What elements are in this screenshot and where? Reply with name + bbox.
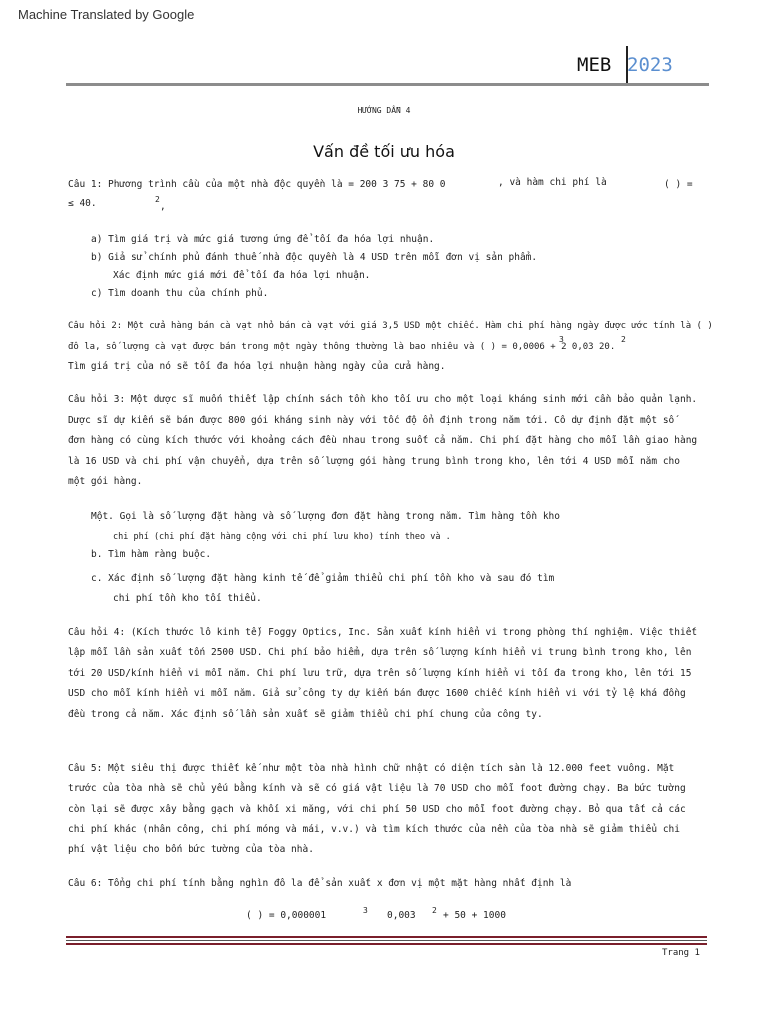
q4-line2: lập mỗi lần sản xuất tốn 2500 USD. Chi phí bảo hiểm, dựa trên số lượng kính hiển vi trung bình trong kho, lên xyxy=(68,647,692,658)
q1-item-b: b) Giả sử chính phủ đánh thuế nhà độc quyền là 4 USD trên mỗi đơn vị sản phẩm. xyxy=(91,252,538,263)
q6-formula-c: + 50 + 1000 xyxy=(443,910,506,921)
q2-line2: đô la, số lượng cà vạt được bán trong một ngày thông thường là bao nhiêu và ( ) = 0,0006 + 2 0,03 20. xyxy=(68,342,616,352)
q4-line1: Câu hỏi 4: (Kích thước lô kinh tế) Foggy Optics, Inc. Sản xuất kính hiển vi trong phòng thí nghiệm. Việc thiết xyxy=(68,627,698,638)
header-rule xyxy=(66,83,709,86)
q3-item-b: b. Tìm hàm ràng buộc. xyxy=(91,549,212,560)
q4-line3: tới 20 USD/kính hiển vi mỗi năm. Chi phí lưu trữ, dựa trên số lượng kính hiển vi tối đa trong kho, lên tới 15 xyxy=(68,668,692,679)
q1-item-a: a) Tìm giá trị và mức giá tương ứng để tối đa hóa lợi nhuận. xyxy=(91,234,435,245)
page-number: Trang 1 xyxy=(662,948,700,958)
q4-line4: USD cho mỗi kính hiển vi mỗi năm. Giả sử công ty dự kiến bán được 1600 chiếc kính hiển vi với tỷ lệ khá đồng xyxy=(68,688,686,699)
q3-item-a-cont: chi phí (chi phí đặt hàng cộng với chi phí lưu kho) tính theo và . xyxy=(113,532,451,542)
q6-sup2: 2 xyxy=(432,906,437,915)
q6-formula-a: ( ) = 0,000001 xyxy=(246,910,327,921)
footer-rule-gray xyxy=(66,940,707,941)
q3-line1: Câu hỏi 3: Một dược sĩ muốn thiết lập chính sách tồn kho tối ưu cho một loại kháng sinh mới cần bảo quản lạnh. xyxy=(68,394,698,405)
guide-label: HƯỚNG DẪN 4 xyxy=(357,106,411,115)
q1-item-c: c) Tìm doanh thu của chính phủ. xyxy=(91,288,269,299)
q1-item-b-cont: Xác định mức giá mới để tối đa hóa lợi nhuận. xyxy=(113,270,371,281)
q2-sup3: 3 xyxy=(559,335,564,344)
q6-line1: Câu 6: Tổng chi phí tính bằng nghìn đô la để sản xuất x đơn vị một mặt hàng nhất định là xyxy=(68,878,572,889)
q3-item-c-cont: chi phí tồn kho tối thiểu. xyxy=(113,593,262,604)
machine-translation-banner: Machine Translated by Google xyxy=(18,7,195,22)
q6-sup3: 3 xyxy=(363,906,368,915)
q6-formula-b: 0,003 xyxy=(387,910,416,921)
q5-line3: còn lại sẽ được xây bằng gạch và khối xi măng, với chi phí 50 USD cho mỗi foot đường chạy. Bỏ qua tất cả các xyxy=(68,804,686,815)
q1-line2: ≤ 40. xyxy=(68,198,97,209)
q2-line3: Tìm giá trị của nó sẽ tối đa hóa lợi nhuận hàng ngày của cửa hàng. xyxy=(68,361,446,372)
q1-line1-cost: , và hàm chi phí là xyxy=(498,177,607,188)
q1-line1: Câu 1: Phương trình cầu của một nhà độc quyền là = 200 3 75 + 80 0 xyxy=(68,179,446,190)
q3-line3: đơn hàng có cùng kích thước với khoảng cách đều nhau trong suốt cả năm. Chi phí đặt hàng cho mỗi lần giao hàng xyxy=(68,435,698,446)
q5-line2: trước của tòa nhà sẽ chủ yếu bằng kính và sẽ có giá vật liệu là 70 USD cho mỗi foot đường chạy. Ba bức tường xyxy=(68,783,686,794)
footer-rule-red xyxy=(66,936,707,938)
q3-item-c: c. Xác định số lượng đặt hàng kinh tế để giảm thiểu chi phí tồn kho và sau đó tìm xyxy=(91,573,555,584)
header-year: 2023 xyxy=(627,54,673,76)
q3-line2: Dược sĩ dự kiến sẽ bán được 800 gói kháng sinh này với tốc độ ổn định trong năm tới. Cô dự định đặt một số xyxy=(68,415,675,426)
q1-sup: 2 xyxy=(155,195,160,204)
q1-comma: , xyxy=(160,201,166,212)
q5-line1: Câu 5: Một siêu thị được thiết kế như một tòa nhà hình chữ nhật có diện tích sàn là 12.000 feet vuông. Mặt xyxy=(68,763,675,774)
q3-item-a: Một. Gọi là số lượng đặt hàng và số lượng đơn đặt hàng trong năm. Tìm hàng tồn kho xyxy=(91,511,560,522)
q5-line5: phí vật liệu cho bốn bức tường của tòa nhà. xyxy=(68,844,314,855)
q3-line5: một gói hàng. xyxy=(68,476,143,487)
header-course: MEB xyxy=(577,54,612,76)
q2-sup2: 2 xyxy=(621,335,626,344)
q4-line5: đều trong cả năm. Xác định số lần sản xuất sẽ giảm thiểu chi phí chung của công ty. xyxy=(68,709,543,720)
q5-line4: chi phí khác (nhân công, chi phí móng và mái, v.v.) và tìm kích thước của nền của tòa nhà sẽ giảm thiểu chi xyxy=(68,824,680,835)
q2-line1: Câu hỏi 2: Một cửa hàng bán cà vạt nhỏ bán cà vạt với giá 3,5 USD một chiếc. Hàm chi phí hàng ngày được ước tính là ( ) xyxy=(68,321,713,331)
footer-rule-red-2 xyxy=(66,943,707,945)
page-title: Vấn đề tối ưu hóa xyxy=(313,142,455,161)
q3-line4: là 16 USD và chi phí vận chuyển, dựa trên số lượng gói hàng trung bình trong kho, lên tới 4 USD mỗi năm cho xyxy=(68,456,680,467)
q1-line1-fn: ( ) = xyxy=(664,179,693,190)
